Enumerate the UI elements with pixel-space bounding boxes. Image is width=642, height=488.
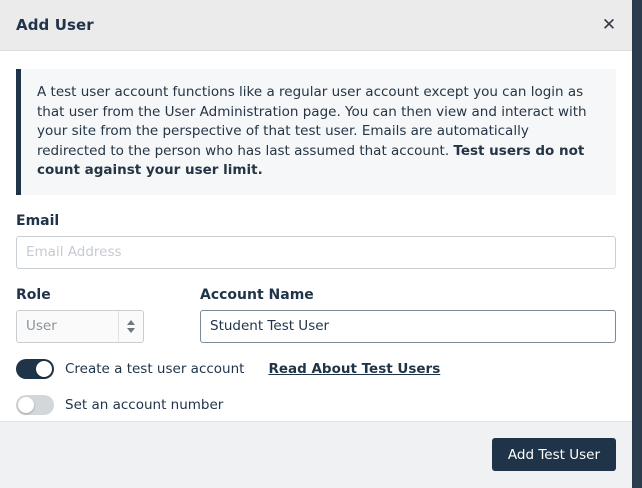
role-account-row bbox=[16, 269, 616, 343]
account-name-column bbox=[200, 269, 616, 343]
info-callout bbox=[16, 69, 616, 195]
add-test-user-button[interactable]: Add Test User bbox=[492, 438, 616, 471]
toggle-row-account-number bbox=[16, 395, 616, 415]
email-field[interactable] bbox=[16, 236, 616, 269]
toggle-create-test-user[interactable] bbox=[16, 359, 54, 379]
toggle-label-create-test-user: Create a test user account bbox=[65, 360, 245, 377]
account-name-label: Account Name bbox=[200, 286, 314, 303]
account-name-field[interactable] bbox=[200, 310, 616, 343]
modal-body bbox=[0, 69, 632, 451]
page-backdrop-right bbox=[632, 0, 642, 488]
modal-header bbox=[0, 0, 632, 51]
page-title: Add User bbox=[16, 16, 94, 34]
close-icon[interactable]: ✕ bbox=[598, 14, 620, 36]
modal-footer bbox=[0, 421, 632, 488]
callout-text: A test user account functions like a regular user account except you can login as that user from the User Administration page. You can then view and interact with your site from the perspective of that test user. Emails are automatically redirected to the person who has last assumed that account. bbox=[37, 84, 587, 159]
role-label: Role bbox=[16, 286, 51, 303]
toggle-knob bbox=[36, 361, 52, 377]
toggle-set-account-number[interactable] bbox=[16, 395, 54, 415]
toggle-row-test-user bbox=[16, 359, 616, 379]
callout-text-bold: Test users do not count against your user limit. bbox=[37, 142, 585, 179]
toggle-knob bbox=[18, 397, 34, 413]
role-select-wrapper bbox=[16, 310, 144, 343]
role-column bbox=[16, 269, 144, 343]
role-select[interactable] bbox=[16, 310, 144, 343]
read-about-test-users-link[interactable]: Read About Test Users bbox=[268, 360, 441, 377]
email-label: Email bbox=[16, 212, 60, 229]
toggle-label-set-account-number: Set an account number bbox=[65, 396, 224, 413]
